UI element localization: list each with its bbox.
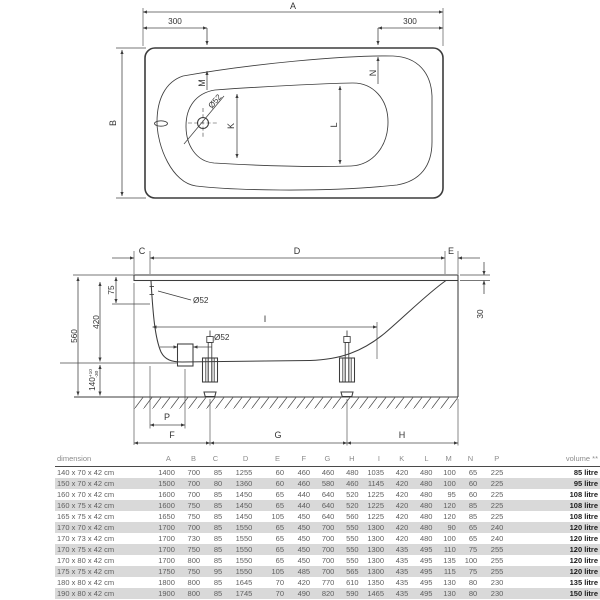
table-cell: 560 <box>346 512 359 521</box>
dim-label-30: 30 <box>476 309 485 319</box>
table-cell: 1300 <box>367 545 385 554</box>
table-cell: 1700 <box>158 523 175 532</box>
table-cell: 120 <box>443 501 456 510</box>
column-header: volume ** <box>504 452 600 467</box>
table-cell: 520 <box>346 501 359 510</box>
table-cell: 460 <box>346 479 359 488</box>
table-cell: 140 x 70 x 42 cm <box>57 468 115 477</box>
plan-dim-A <box>143 1 443 46</box>
table-cell: 1700 <box>158 545 175 554</box>
table-cell: 80 <box>468 578 478 587</box>
table-cell: 225 <box>490 501 504 510</box>
table-cell: 120 litre <box>569 556 598 565</box>
table-cell: 420 <box>395 468 409 477</box>
table-cell: 495 <box>419 578 433 587</box>
section-dim-560 <box>70 277 79 396</box>
table-cell: 170 x 75 x 42 cm <box>57 545 115 554</box>
table-cell: 255 <box>490 545 504 554</box>
table-cell: 65 <box>468 534 478 543</box>
table-cell: 240 <box>490 534 504 543</box>
table-cell: 65 <box>275 501 285 510</box>
table-cell: 770 <box>321 578 335 587</box>
table-cell: 108 litre <box>569 501 598 510</box>
dim-label-A: A <box>289 1 297 11</box>
ground-hatch <box>134 398 458 409</box>
table-cell: 120 <box>443 512 456 521</box>
dim-label-P: P <box>163 412 171 422</box>
table-cell: 115 <box>443 567 456 576</box>
table-cell: 450 <box>297 534 311 543</box>
column-header: K <box>385 452 409 467</box>
plan-view <box>108 1 443 198</box>
table-cell: 170 x 80 x 42 cm <box>57 556 115 565</box>
table-cell: 225 <box>490 479 504 488</box>
table-cell: 75 <box>468 567 478 576</box>
table-cell: 120 litre <box>569 534 598 543</box>
plan-dim-M <box>197 71 207 90</box>
table-cell: 730 <box>187 534 201 543</box>
table-row <box>55 522 600 533</box>
table-cell: 420 <box>395 512 409 521</box>
table-cell: 550 <box>346 556 359 565</box>
tub-rim-bar <box>134 275 458 281</box>
table-cell: 440 <box>297 501 311 510</box>
table-cell: 100 <box>464 556 478 565</box>
table-cell: 150 litre <box>569 589 598 598</box>
table-cell: 495 <box>419 556 433 565</box>
table-cell: 170 x 70 x 42 cm <box>57 523 115 532</box>
table-cell: 225 <box>490 468 504 477</box>
plan-dim-L <box>329 86 340 164</box>
table-cell: 90 <box>447 523 456 532</box>
plan-dim-B <box>108 48 146 198</box>
table-cell: 85 <box>213 490 223 499</box>
table-cell: 460 <box>297 479 311 488</box>
spec-table-body <box>55 467 600 600</box>
table-cell: 700 <box>321 534 335 543</box>
table-cell: 160 x 75 x 42 cm <box>57 501 115 510</box>
dim-label-K: K <box>226 122 236 130</box>
dim-label-420: 420 <box>92 315 101 329</box>
table-cell: 1750 <box>158 567 175 576</box>
table-cell: 108 litre <box>569 490 598 499</box>
table-cell: 1500 <box>158 479 175 488</box>
table-cell: 700 <box>321 523 335 532</box>
table-cell: 120 litre <box>569 545 598 554</box>
table-cell: 75 <box>468 545 478 554</box>
dim-label-B: B <box>108 119 118 127</box>
column-header: M <box>433 452 456 467</box>
table-cell: 1450 <box>235 501 253 510</box>
table-cell: 435 <box>395 589 409 598</box>
section-dim-CDE <box>112 246 480 274</box>
table-cell: 520 <box>346 490 359 499</box>
table-cell: 135 <box>443 556 456 565</box>
table-cell: 225 <box>490 490 504 499</box>
adjustable-foot-right <box>340 331 355 397</box>
spec-table-head <box>55 452 600 467</box>
table-cell: 700 <box>187 479 201 488</box>
table-row <box>55 467 600 479</box>
table-cell: 65 <box>468 523 478 532</box>
table-cell: 85 <box>213 534 223 543</box>
table-cell: 85 <box>468 512 478 521</box>
table-cell: 1745 <box>235 589 253 598</box>
drain-hole <box>184 92 224 144</box>
table-cell: 550 <box>346 534 359 543</box>
table-cell: 440 <box>297 490 311 499</box>
table-cell: 480 <box>419 523 433 532</box>
table-cell: 480 <box>419 479 433 488</box>
table-cell: 1300 <box>367 556 385 565</box>
table-cell: 130 <box>443 578 456 587</box>
table-cell: 120 litre <box>569 567 598 576</box>
table-cell: 85 <box>213 512 223 521</box>
table-cell: 550 <box>346 523 359 532</box>
dim-label-E: E <box>447 246 455 256</box>
table-cell: 1300 <box>367 523 385 532</box>
table-cell: 640 <box>321 501 335 510</box>
dim-label-N: N <box>368 69 378 77</box>
table-cell: 450 <box>297 545 311 554</box>
table-cell: 95 <box>447 490 456 499</box>
drain-trap-diameter-label: Ø52 <box>214 333 230 342</box>
table-row <box>55 511 600 522</box>
table-cell: 820 <box>321 589 335 598</box>
dim-label-I: I <box>263 314 267 324</box>
table-cell: 480 <box>419 468 433 477</box>
table-cell: 1450 <box>235 490 253 499</box>
table-cell: 420 <box>395 479 409 488</box>
dim-label-D: D <box>293 246 301 256</box>
tub-section-profile <box>151 281 446 363</box>
table-cell: 420 <box>297 578 311 587</box>
table-cell: 110 <box>443 545 456 554</box>
table-cell: 460 <box>321 468 335 477</box>
table-cell: 105 <box>271 512 285 521</box>
table-cell: 420 <box>395 501 409 510</box>
plan-dim-300-right <box>378 17 443 45</box>
table-cell: 700 <box>187 523 201 532</box>
table-cell: 255 <box>490 556 504 565</box>
table-row <box>55 533 600 544</box>
tub-rim-inner-edge <box>157 56 432 190</box>
table-cell: 1550 <box>235 523 253 532</box>
table-row <box>55 489 600 500</box>
table-cell: 95 <box>213 567 223 576</box>
table-cell: 230 <box>490 578 504 587</box>
table-cell: 1600 <box>158 501 175 510</box>
column-header: L <box>409 452 433 467</box>
table-cell: 1255 <box>235 468 253 477</box>
table-cell: 490 <box>297 589 311 598</box>
table-cell: 435 <box>395 567 409 576</box>
table-cell: 480 <box>419 512 433 521</box>
table-cell: 80 <box>468 589 478 598</box>
table-cell: 85 <box>213 556 223 565</box>
table-cell: 495 <box>419 589 433 598</box>
table-cell: 1650 <box>158 512 175 521</box>
table-cell: 1300 <box>367 534 385 543</box>
dim-label-M: M <box>197 79 207 87</box>
column-header: E <box>253 452 285 467</box>
table-cell: 170 x 73 x 42 cm <box>57 534 115 543</box>
section-dim-75 <box>107 277 150 304</box>
table-cell: 60 <box>468 479 478 488</box>
table-cell: 255 <box>490 567 504 576</box>
table-row <box>55 478 600 489</box>
dim-label-G: G <box>274 430 282 440</box>
table-cell: 1645 <box>235 578 253 587</box>
table-cell: 240 <box>490 523 504 532</box>
table-cell: 1550 <box>235 534 253 543</box>
column-header: F <box>285 452 311 467</box>
table-row <box>55 577 600 588</box>
table-cell: 175 x 75 x 42 cm <box>57 567 115 576</box>
plan-dim-300-left <box>143 17 207 45</box>
table-cell: 1225 <box>367 490 385 499</box>
table-cell: 640 <box>321 490 335 499</box>
table-cell: 700 <box>321 545 335 554</box>
table-row <box>55 555 600 566</box>
column-header: A <box>148 452 176 467</box>
table-cell: 800 <box>187 556 201 565</box>
dim-label-300-left: 300 <box>168 17 182 26</box>
table-cell: 100 <box>443 534 456 543</box>
table-cell: 180 x 80 x 42 cm <box>57 578 115 587</box>
table-cell: 495 <box>419 567 433 576</box>
table-cell: 135 litre <box>569 578 598 587</box>
table-cell: 420 <box>395 534 409 543</box>
table-cell: 60 <box>275 479 285 488</box>
table-cell: 1700 <box>158 534 175 543</box>
table-cell: 85 <box>213 468 223 477</box>
column-header: dimension <box>55 452 148 467</box>
section-view <box>60 246 490 446</box>
table-cell: 65 <box>275 545 285 554</box>
header-row <box>55 452 600 467</box>
table-cell: 750 <box>187 545 201 554</box>
dim-label-140: $140^{+10}-30$ <box>88 369 101 391</box>
table-cell: 1550 <box>235 567 253 576</box>
table-cell: 450 <box>297 556 311 565</box>
table-cell: 1400 <box>158 468 175 477</box>
table-cell: 165 x 75 x 42 cm <box>57 512 115 521</box>
table-cell: 1360 <box>235 479 253 488</box>
table-row <box>55 566 600 577</box>
table-cell: 700 <box>187 490 201 499</box>
table-cell: 225 <box>490 512 504 521</box>
column-header: D <box>223 452 253 467</box>
plan-dim-K <box>226 94 237 158</box>
table-cell: 105 <box>271 567 285 576</box>
table-cell: 85 <box>468 501 478 510</box>
section-dim-I <box>153 314 378 359</box>
table-cell: 230 <box>490 589 504 598</box>
table-cell: 750 <box>187 567 201 576</box>
column-header: H <box>335 452 359 467</box>
table-cell: 1550 <box>235 545 253 554</box>
table-cell: 460 <box>297 468 311 477</box>
table-cell: 1465 <box>367 589 385 598</box>
table-cell: 1035 <box>367 468 385 477</box>
overflow-callout <box>158 291 209 305</box>
table-cell: 450 <box>297 512 311 521</box>
table-cell: 85 litre <box>573 468 598 477</box>
table-cell: 1450 <box>235 512 253 521</box>
table-cell: 610 <box>346 578 359 587</box>
section-dim-420 <box>92 282 101 362</box>
table-cell: 1225 <box>367 512 385 521</box>
spec-table <box>55 452 600 599</box>
table-row <box>55 500 600 511</box>
table-cell: 590 <box>346 589 359 598</box>
table-cell: 85 <box>213 523 223 532</box>
table-cell: 85 <box>213 578 223 587</box>
column-header: B <box>176 452 201 467</box>
table-cell: 80 <box>213 479 223 488</box>
table-cell: 70 <box>275 578 285 587</box>
dim-label-C: C <box>138 246 146 256</box>
table-cell: 120 litre <box>569 523 598 532</box>
table-cell: 65 <box>275 523 285 532</box>
dim-label-H: H <box>398 430 406 440</box>
table-cell: 65 <box>275 490 285 499</box>
table-cell: 435 <box>395 545 409 554</box>
table-cell: 420 <box>395 490 409 499</box>
table-cell: 565 <box>346 567 359 576</box>
table-cell: 70 <box>275 589 285 598</box>
table-cell: 85 <box>213 545 223 554</box>
overflow-diameter-label: Ø52 <box>193 296 209 305</box>
table-cell: 550 <box>346 545 359 554</box>
dim-label-F: F <box>169 430 175 440</box>
table-cell: 60 <box>275 468 285 477</box>
table-cell: 800 <box>187 578 201 587</box>
table-cell: 485 <box>297 567 311 576</box>
table-cell: 700 <box>321 567 335 576</box>
table-cell: 700 <box>321 556 335 565</box>
table-cell: 60 <box>468 490 478 499</box>
table-cell: 1900 <box>158 589 175 598</box>
plan-dim-N <box>368 57 378 84</box>
section-dim-140 <box>88 365 100 396</box>
section-dim-30 <box>460 262 490 319</box>
table-cell: 130 <box>443 589 456 598</box>
dim-label-560: 560 <box>70 329 79 343</box>
column-header: N <box>457 452 478 467</box>
table-cell: 190 x 80 x 42 cm <box>57 589 115 598</box>
table-cell: 100 <box>443 479 456 488</box>
table-cell: 700 <box>187 468 201 477</box>
table-cell: 750 <box>187 512 201 521</box>
table-cell: 160 x 70 x 42 cm <box>57 490 115 499</box>
table-cell: 750 <box>187 501 201 510</box>
drain-diameter-label: Ø52 <box>206 92 224 111</box>
table-cell: 1145 <box>367 479 385 488</box>
table-cell: 1225 <box>367 501 385 510</box>
overflow-slot <box>155 121 168 126</box>
table-cell: 85 <box>213 589 223 598</box>
table-cell: 480 <box>419 490 433 499</box>
table-cell: 1700 <box>158 556 175 565</box>
table-cell: 1300 <box>367 567 385 576</box>
table-cell: 1350 <box>367 578 385 587</box>
column-header: P <box>478 452 504 467</box>
table-cell: 800 <box>187 589 201 598</box>
table-cell: 65 <box>275 556 285 565</box>
dim-label-75: 75 <box>107 285 116 295</box>
table-cell: 480 <box>419 534 433 543</box>
table-cell: 65 <box>468 468 478 477</box>
table-cell: 420 <box>395 523 409 532</box>
table-cell: 435 <box>395 578 409 587</box>
table-cell: 150 x 70 x 42 cm <box>57 479 115 488</box>
table-cell: 480 <box>346 468 359 477</box>
table-cell: 65 <box>275 534 285 543</box>
column-header: C <box>201 452 223 467</box>
table-cell: 1550 <box>235 556 253 565</box>
table-cell: 1600 <box>158 490 175 499</box>
table-cell: 100 <box>443 468 456 477</box>
table-cell: 95 litre <box>573 479 598 488</box>
table-cell: 435 <box>395 556 409 565</box>
table-row <box>55 544 600 555</box>
dim-label-300-right: 300 <box>403 17 417 26</box>
table-cell: 495 <box>419 545 433 554</box>
column-header: I <box>360 452 385 467</box>
table-cell: 450 <box>297 523 311 532</box>
table-cell: 480 <box>419 501 433 510</box>
table-cell: 1800 <box>158 578 175 587</box>
dim-label-L: L <box>329 122 339 128</box>
table-cell: 108 litre <box>569 512 598 521</box>
column-header: G <box>311 452 335 467</box>
table-cell: 580 <box>321 479 335 488</box>
table-cell: 640 <box>321 512 335 521</box>
table-row <box>55 588 600 599</box>
table-cell: 85 <box>213 501 223 510</box>
